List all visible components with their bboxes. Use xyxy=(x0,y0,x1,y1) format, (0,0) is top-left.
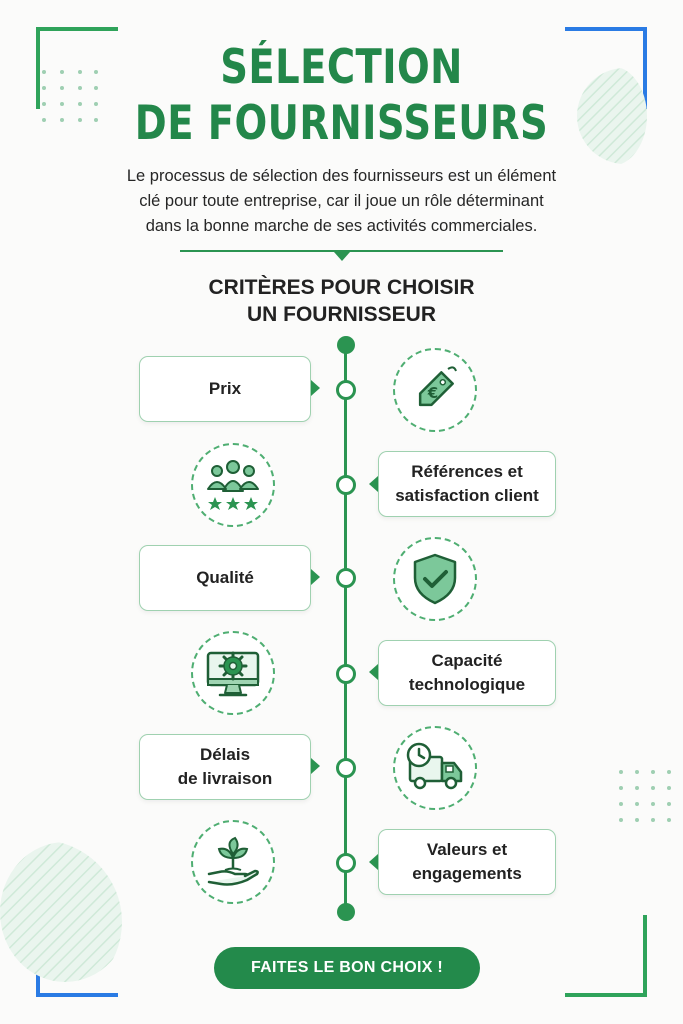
computer-gear-icon xyxy=(203,645,263,701)
criterion-label-qualite: Qualité xyxy=(196,568,254,587)
timeline-node-1 xyxy=(336,380,356,400)
criterion-label-capacite-line-1: Capacité xyxy=(431,651,503,670)
intro-line-1: Le processus de sélection des fournisseurs est un élément xyxy=(126,167,557,185)
criterion-label-capacite-line-2: technologique xyxy=(408,675,526,694)
customers-rating-icon xyxy=(202,457,264,513)
criterion-card-qualite xyxy=(139,545,311,611)
section-subtitle-line-1: CRITÈRES POUR CHOISIR xyxy=(208,276,475,299)
intro-paragraph xyxy=(80,164,603,239)
criterion-card-prix xyxy=(139,356,311,422)
dot-grid-right xyxy=(617,768,677,828)
card-arrow xyxy=(369,664,378,680)
criterion-card-valeurs xyxy=(378,829,556,895)
intro-line-2: clé pour toute entreprise, car il joue un rôle déterminant xyxy=(139,192,544,210)
criterion-label-valeurs-line-1: Valeurs et xyxy=(426,840,508,859)
customers-icon-badge xyxy=(191,443,275,527)
criterion-label-references-line-1: Références et xyxy=(411,462,523,481)
timeline-end-dot xyxy=(337,903,355,921)
shield-check-icon xyxy=(410,552,460,606)
criterion-label-delais-line-2: de livraison xyxy=(177,769,273,788)
section-subtitle-line-2: UN FOURNISSEUR xyxy=(246,303,436,326)
hand-plant-icon xyxy=(205,834,261,890)
timeline-start-dot xyxy=(337,336,355,354)
timeline-node-6 xyxy=(336,853,356,873)
computer-icon-badge xyxy=(191,631,275,715)
page-title-line-1: SÉLECTION xyxy=(220,40,463,95)
criterion-card-references xyxy=(378,451,556,517)
criterion-card-capacite xyxy=(378,640,556,706)
hatched-circle-bottom-left xyxy=(0,842,130,982)
card-arrow xyxy=(369,476,378,492)
card-arrow xyxy=(311,569,320,585)
plant-icon-badge xyxy=(191,820,275,904)
criterion-card-delais xyxy=(139,734,311,800)
price-tag-icon-badge xyxy=(393,348,477,432)
card-arrow xyxy=(311,380,320,396)
timeline-node-3 xyxy=(336,568,356,588)
shield-icon-badge xyxy=(393,537,477,621)
intro-line-3: dans la bonne marche de ses activités commerciales. xyxy=(145,217,538,235)
delivery-truck-clock-icon xyxy=(404,741,466,795)
timeline-node-2 xyxy=(336,475,356,495)
svg-text:€: € xyxy=(427,384,439,402)
criterion-label-prix: Prix xyxy=(208,379,242,398)
divider-pointer xyxy=(334,252,350,261)
timeline-node-4 xyxy=(336,664,356,684)
card-arrow xyxy=(311,758,320,774)
timeline-line xyxy=(344,340,347,914)
criterion-label-references-line-2: satisfaction client xyxy=(395,486,539,505)
criterion-label-delais-line-1: Délais xyxy=(199,745,251,764)
cta-button[interactable] xyxy=(214,947,480,989)
page-title-line-2: DE FOURNISSEURS xyxy=(134,96,549,151)
timeline-node-5 xyxy=(336,758,356,778)
euro-price-tag-icon xyxy=(408,363,462,417)
truck-icon-badge xyxy=(393,726,477,810)
criterion-label-valeurs-line-2: engagements xyxy=(412,864,522,883)
card-arrow xyxy=(369,854,378,870)
corner-bracket-bottom-right xyxy=(565,915,647,997)
cta-label: FAITES LE BON CHOIX ! xyxy=(250,959,444,976)
